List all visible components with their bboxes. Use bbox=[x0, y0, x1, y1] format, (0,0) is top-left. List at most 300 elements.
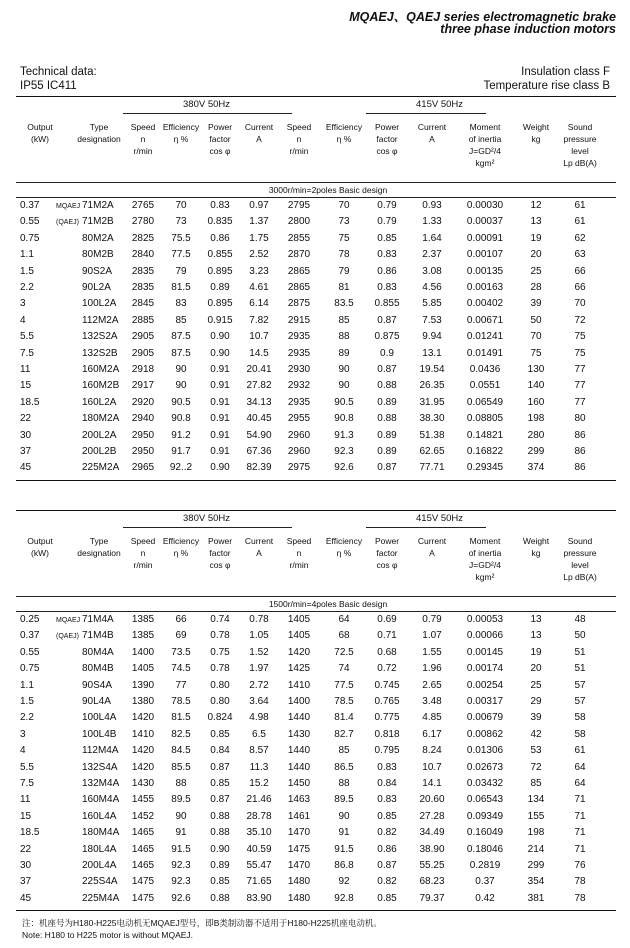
table-cell: 0.91 bbox=[210, 429, 230, 441]
table-cell: 0.87 bbox=[377, 364, 397, 375]
table-cell: 0.00066 bbox=[466, 630, 504, 642]
table-cell: 21.46 bbox=[246, 794, 272, 806]
table-cell: 2865 bbox=[287, 282, 311, 293]
table-cell: 299 bbox=[527, 860, 545, 871]
table-cell: 0.855 bbox=[207, 249, 233, 261]
table-cell: 0.85 bbox=[377, 892, 397, 904]
column-header-line: cos φ bbox=[209, 560, 231, 570]
type-designation-cell: 160M2A bbox=[82, 364, 120, 375]
table-cell: 68.23 bbox=[419, 876, 445, 888]
table-cell: 91.7 bbox=[171, 446, 191, 457]
table-cell: 92 bbox=[338, 876, 350, 888]
column-header-line: η % bbox=[336, 548, 352, 558]
table-cell: 80 bbox=[574, 413, 586, 425]
table-cell: 2800 bbox=[287, 216, 311, 228]
table-cell: 0.06543 bbox=[466, 794, 504, 806]
table-cell: 155 bbox=[527, 810, 545, 822]
table-cell: 10.7 bbox=[249, 331, 269, 343]
column-header-line: cos φ bbox=[376, 146, 398, 156]
column-header-line: r/min bbox=[133, 146, 153, 156]
table-cell: 25 bbox=[530, 265, 542, 277]
table-cell: 2965 bbox=[131, 462, 155, 474]
table-cell: 0.29345 bbox=[466, 462, 504, 474]
table-cell: 19 bbox=[530, 232, 542, 244]
table-cell: 83.5 bbox=[334, 298, 354, 310]
table-cell: 0.00254 bbox=[466, 679, 504, 691]
header-bottom-rule bbox=[16, 596, 616, 597]
table-cell: 0.09349 bbox=[466, 810, 504, 822]
table-cell: 0.00053 bbox=[466, 614, 504, 625]
table-cell: 90 bbox=[175, 810, 187, 822]
table-bottom-rule bbox=[16, 910, 616, 911]
table-cell: 39 bbox=[530, 298, 542, 310]
table-cell: 88 bbox=[338, 331, 350, 343]
table-cell: 0.91 bbox=[210, 396, 230, 408]
type-prefix: MQAEJ bbox=[56, 616, 81, 624]
table-cell: 0.89 bbox=[377, 429, 397, 441]
column-header-line: level bbox=[571, 560, 589, 570]
table-cell: 0.72 bbox=[377, 663, 397, 675]
column-header-line: Sound bbox=[567, 536, 593, 546]
type-designation-cell: 200L2B bbox=[82, 446, 117, 457]
type-designation-cell: 225S4A bbox=[82, 876, 118, 888]
table-cell: 81.4 bbox=[334, 712, 354, 724]
type-designation-cell: 90S4A bbox=[82, 679, 113, 691]
table-cell: 86 bbox=[574, 429, 586, 441]
table-cell: 0.91 bbox=[210, 380, 230, 392]
table-top-rule bbox=[16, 510, 616, 511]
column-header-line: level bbox=[571, 146, 589, 156]
table-cell: 74 bbox=[338, 663, 350, 675]
column-header-line: η % bbox=[173, 548, 189, 558]
table-cell: 2960 bbox=[287, 429, 311, 441]
table-cell: 61 bbox=[574, 745, 586, 757]
column-header-line: η % bbox=[173, 134, 189, 144]
table-cell: 85 bbox=[338, 314, 350, 326]
table-cell: 85.5 bbox=[171, 761, 191, 773]
table-cell: 2845 bbox=[131, 298, 155, 310]
column-header-line: Weight bbox=[522, 122, 550, 132]
table-cell: 75.5 bbox=[171, 232, 191, 244]
group-underline-380 bbox=[123, 527, 292, 528]
table-cell: 0.83 bbox=[210, 200, 230, 211]
table-cell: 0.80 bbox=[210, 696, 230, 707]
table-cell: 4.61 bbox=[249, 282, 269, 293]
table-cell: 38.90 bbox=[419, 843, 445, 855]
table-cell: 0.00145 bbox=[466, 646, 504, 658]
table-cell: 0.08805 bbox=[466, 413, 504, 425]
table-cell: 34.49 bbox=[419, 827, 445, 839]
column-header-line: Moment bbox=[469, 122, 501, 132]
table-cell: 1440 bbox=[287, 761, 311, 773]
header-bottom-rule bbox=[16, 182, 616, 183]
table-cell: 0.895 bbox=[207, 298, 233, 310]
table-cell: 64 bbox=[574, 761, 586, 773]
table-cell: 130 bbox=[527, 364, 545, 375]
voltage-group-415: 415V 50Hz bbox=[416, 99, 464, 110]
table-cell: 20.60 bbox=[419, 794, 445, 806]
table-cell: 2795 bbox=[287, 200, 311, 211]
table-cell: 1.37 bbox=[249, 216, 269, 228]
table-cell: 0.01306 bbox=[466, 745, 504, 757]
type-designation-cell: 112M4A bbox=[82, 745, 119, 757]
table-cell: 2935 bbox=[287, 396, 311, 408]
column-header-line: Current bbox=[417, 536, 447, 546]
table-cell: 4 bbox=[20, 314, 26, 326]
table-cell: 1470 bbox=[287, 827, 311, 839]
table-cell: 280 bbox=[527, 429, 545, 441]
table-cell: 82.39 bbox=[246, 462, 272, 474]
column-header-line: Efficiency bbox=[162, 122, 200, 132]
table-cell: 1440 bbox=[287, 745, 311, 757]
table-cell: 77.71 bbox=[419, 462, 445, 474]
table-cell: 9.94 bbox=[422, 331, 442, 343]
table-cell: 0.90 bbox=[210, 843, 230, 855]
table-cell: 58 bbox=[574, 728, 586, 740]
table-cell: 30 bbox=[20, 429, 32, 441]
table-cell: 1.33 bbox=[422, 216, 442, 228]
table-cell: 1440 bbox=[287, 712, 311, 724]
table-cell: 82.7 bbox=[334, 728, 354, 740]
table-cell: 0.00402 bbox=[466, 298, 504, 310]
table-cell: 0.55 bbox=[20, 646, 40, 658]
type-designation-cell: 80M4A bbox=[82, 646, 114, 658]
column-header-line: designation bbox=[77, 134, 121, 144]
table-cell: 77 bbox=[574, 380, 586, 392]
table-cell: 2960 bbox=[287, 446, 311, 457]
column-header-line: n bbox=[296, 548, 302, 558]
table-cell: 5.5 bbox=[20, 331, 34, 343]
table-cell: 140 bbox=[527, 380, 545, 392]
column-header-line: Power bbox=[207, 122, 233, 132]
table-cell: 11.3 bbox=[249, 761, 269, 773]
column-header-line: Output bbox=[27, 536, 53, 546]
group-underline-415 bbox=[366, 527, 486, 528]
column-header-line: J=GD²/4 bbox=[469, 146, 501, 156]
column-header-line: A bbox=[256, 134, 262, 144]
table-cell: 0.88 bbox=[210, 892, 230, 904]
table-cell: 0.18046 bbox=[466, 843, 504, 855]
table-cell: 90.8 bbox=[334, 413, 354, 425]
table-cell: 1390 bbox=[131, 679, 155, 691]
table-cell: 1461 bbox=[287, 810, 311, 822]
table-cell: 0.86 bbox=[377, 843, 397, 855]
table-cell: 1405 bbox=[287, 614, 311, 625]
table-cell: 0.97 bbox=[249, 200, 269, 211]
table-cell: 0.88 bbox=[210, 810, 230, 822]
table-cell: 0.87 bbox=[210, 794, 230, 806]
table-cell: 50 bbox=[530, 314, 542, 326]
table-cell: 1452 bbox=[131, 810, 155, 822]
type-designation-cell: 132S2A bbox=[82, 331, 118, 343]
table-cell: 2855 bbox=[287, 232, 311, 244]
table-cell: 45 bbox=[20, 892, 32, 904]
table-cell: 2765 bbox=[131, 200, 155, 211]
column-header-line: J=GD²/4 bbox=[469, 560, 501, 570]
table-cell: 13 bbox=[530, 614, 542, 625]
table-cell: 77 bbox=[175, 679, 187, 691]
table-cell: 8.57 bbox=[249, 745, 269, 757]
type-designation-cell: 132M4A bbox=[82, 778, 120, 789]
table-cell: 0.90 bbox=[210, 331, 230, 343]
column-header-line: A bbox=[429, 134, 435, 144]
column-header-line: r/min bbox=[133, 560, 153, 570]
technical-data-label: Technical data: bbox=[20, 66, 97, 78]
table-cell: 1380 bbox=[131, 696, 155, 707]
table-cell: 0.00107 bbox=[466, 249, 504, 261]
table-cell: 18.5 bbox=[20, 827, 40, 839]
column-header-line: r/min bbox=[289, 146, 309, 156]
table-cell: 0.87 bbox=[377, 462, 397, 474]
table-cell: 87.5 bbox=[171, 347, 191, 359]
table-cell: 86 bbox=[574, 462, 586, 474]
table-cell: 13.1 bbox=[422, 347, 442, 359]
table-cell: 354 bbox=[527, 876, 545, 888]
table-cell: 89.5 bbox=[334, 794, 354, 806]
table-cell: 64 bbox=[574, 778, 586, 789]
table-cell: 92.3 bbox=[171, 876, 191, 888]
table-cell: 0.00862 bbox=[466, 728, 504, 740]
table-cell: 20.41 bbox=[246, 364, 272, 375]
table-cell: 7.5 bbox=[20, 347, 34, 359]
group-underline-415 bbox=[366, 113, 486, 114]
table-cell: 5.5 bbox=[20, 761, 34, 773]
table-cell: 198 bbox=[527, 413, 545, 425]
table-top-rule bbox=[16, 96, 616, 97]
table-cell: 0.75 bbox=[20, 663, 40, 675]
table-cell: 0.82 bbox=[377, 827, 397, 839]
table-cell: 51 bbox=[574, 646, 586, 658]
table-cell: 0.83 bbox=[377, 282, 397, 293]
table-cell: 92.3 bbox=[171, 860, 191, 871]
table-cell: 0.0436 bbox=[469, 364, 501, 375]
table-cell: 0.89 bbox=[377, 446, 397, 457]
table-cell: 7.53 bbox=[422, 314, 442, 326]
type-designation-cell: 160L4A bbox=[82, 810, 117, 822]
table-cell: 2905 bbox=[131, 347, 155, 359]
table-cell: 62 bbox=[574, 232, 586, 244]
table-cell: 73.5 bbox=[171, 646, 191, 658]
table-cell: 1.07 bbox=[422, 630, 442, 642]
table-cell: 48 bbox=[574, 614, 586, 625]
table-cell: 0.824 bbox=[207, 712, 233, 724]
table-cell: 1470 bbox=[287, 860, 311, 871]
table-cell: 2950 bbox=[131, 429, 155, 441]
table-cell: 38.30 bbox=[419, 413, 445, 425]
table-cell: 2825 bbox=[131, 232, 155, 244]
table-cell: 3.48 bbox=[422, 696, 442, 707]
table-cell: 0.16049 bbox=[466, 827, 504, 839]
table-cell: 2.65 bbox=[422, 679, 442, 691]
table-cell: 2.2 bbox=[20, 712, 34, 724]
table-cell: 20 bbox=[530, 663, 542, 675]
table-cell: 87.5 bbox=[171, 331, 191, 343]
table-cell: 15 bbox=[20, 380, 32, 392]
type-designation-cell: 100L2A bbox=[82, 298, 117, 310]
table-cell: 0.83 bbox=[377, 761, 397, 773]
table-cell: 1475 bbox=[131, 892, 155, 904]
column-header-line: Speed bbox=[130, 536, 156, 546]
table-cell: 71 bbox=[574, 827, 586, 839]
table-cell: 14.1 bbox=[422, 778, 442, 789]
table-cell: 134 bbox=[527, 794, 545, 806]
table-cell: 30 bbox=[20, 860, 32, 871]
type-designation-cell: 71M2B bbox=[82, 216, 114, 228]
table-cell: 89 bbox=[338, 347, 350, 359]
insulation-class-label: Insulation class F bbox=[521, 66, 610, 78]
table-cell: 7.5 bbox=[20, 778, 34, 789]
table-cell: 1410 bbox=[287, 679, 311, 691]
table-cell: 91.5 bbox=[334, 843, 354, 855]
table-cell: 58 bbox=[574, 712, 586, 724]
table-cell: 0.71 bbox=[377, 630, 397, 642]
table-cell: 57 bbox=[574, 696, 586, 707]
table-cell: 15.2 bbox=[249, 778, 269, 789]
table-cell: 0.68 bbox=[377, 646, 397, 658]
design-label: 3000r/min=2poles Basic design bbox=[268, 185, 388, 195]
table-cell: 0.80 bbox=[210, 679, 230, 691]
table-cell: 90.5 bbox=[334, 396, 354, 408]
table-cell: 83 bbox=[175, 298, 187, 310]
table-cell: 198 bbox=[527, 827, 545, 839]
table-cell: 0.775 bbox=[374, 712, 400, 724]
table-cell: 75 bbox=[530, 347, 542, 359]
table-cell: 3.23 bbox=[249, 265, 269, 277]
table-cell: 86.8 bbox=[334, 860, 354, 871]
table-cell: 2932 bbox=[287, 380, 311, 392]
table-cell: 2918 bbox=[131, 364, 155, 375]
table-cell: 1450 bbox=[287, 778, 311, 789]
column-header-line: Lp dB(A) bbox=[563, 572, 597, 582]
table-cell: 91.5 bbox=[171, 843, 191, 855]
column-header-line: n bbox=[140, 548, 146, 558]
table-cell: 0.00091 bbox=[466, 232, 504, 244]
type-designation-cell: 71M2A bbox=[82, 200, 114, 211]
table-cell: 2935 bbox=[287, 331, 311, 343]
table-cell: 82.5 bbox=[171, 728, 191, 740]
type-designation-cell: 132S2B bbox=[82, 347, 118, 359]
table-cell: 0.90 bbox=[210, 347, 230, 359]
table-cell: 6.14 bbox=[249, 298, 269, 310]
table-cell: 0.78 bbox=[210, 630, 230, 642]
column-header-line: Current bbox=[244, 536, 274, 546]
table-cell: 40.45 bbox=[246, 413, 272, 425]
column-header-line: Weight bbox=[522, 536, 550, 546]
table-cell: 1385 bbox=[131, 614, 155, 625]
table-cell: 0.85 bbox=[377, 810, 397, 822]
table-cell: 79 bbox=[175, 265, 187, 277]
note-english: Note: H180 to H225 motor is without MQAEJ. bbox=[22, 930, 194, 940]
table-cell: 0.00135 bbox=[466, 265, 504, 277]
column-header-line: A bbox=[256, 548, 262, 558]
table-cell: 7.82 bbox=[249, 314, 269, 326]
table-cell: 0.835 bbox=[207, 216, 233, 228]
table-cell: 91 bbox=[338, 827, 350, 839]
table-cell: 1.1 bbox=[20, 249, 34, 261]
table-cell: 71 bbox=[574, 794, 586, 806]
table-cell: 1385 bbox=[131, 630, 155, 642]
column-header-line: pressure bbox=[563, 134, 597, 144]
table-cell: 89.5 bbox=[171, 794, 191, 806]
table-cell: 0.75 bbox=[20, 232, 40, 244]
table-cell: 91.3 bbox=[334, 429, 354, 441]
table-cell: 11 bbox=[20, 364, 31, 375]
table-cell: 37 bbox=[20, 446, 32, 457]
table-cell: 77 bbox=[574, 396, 586, 408]
table-cell: 19 bbox=[530, 646, 542, 658]
table-cell: 1.64 bbox=[422, 232, 442, 244]
table-cell: 1465 bbox=[131, 860, 155, 871]
type-designation-cell: 90L4A bbox=[82, 696, 111, 707]
table-cell: 73 bbox=[175, 216, 187, 228]
table-cell: 77 bbox=[574, 364, 586, 375]
table-cell: 1.96 bbox=[422, 663, 442, 675]
table-cell: 70 bbox=[338, 200, 350, 211]
table-cell: 70 bbox=[574, 298, 586, 310]
table-cell: 78.5 bbox=[334, 696, 354, 707]
column-header-line: Power bbox=[374, 536, 400, 546]
type-prefix: (QAEJ) bbox=[56, 218, 79, 226]
table-cell: 0.01241 bbox=[466, 331, 504, 343]
type-designation-cell: 71M4B bbox=[82, 630, 114, 642]
table-cell: 1.1 bbox=[20, 679, 34, 691]
table-cell: 1455 bbox=[131, 794, 155, 806]
voltage-group-380: 380V 50Hz bbox=[183, 513, 231, 524]
table-cell: 1475 bbox=[287, 843, 311, 855]
table-cell: 2905 bbox=[131, 331, 155, 343]
column-header-line: cos φ bbox=[376, 560, 398, 570]
table-cell: 61 bbox=[574, 216, 586, 228]
column-header-line: kgm² bbox=[475, 572, 495, 582]
column-header-line: (kW) bbox=[31, 134, 49, 144]
table-cell: 2940 bbox=[131, 413, 155, 425]
table-cell: 0.91 bbox=[210, 446, 230, 457]
table-cell: 6.5 bbox=[252, 728, 266, 740]
table-cell: 25 bbox=[530, 679, 542, 691]
type-designation-cell: 225M4A bbox=[82, 892, 120, 904]
table-cell: 13 bbox=[530, 216, 542, 228]
table-cell: 71 bbox=[574, 810, 586, 822]
table-cell: 63 bbox=[574, 249, 586, 261]
table-cell: 1420 bbox=[131, 761, 155, 773]
table-cell: 1405 bbox=[131, 663, 155, 675]
table-cell: 92.6 bbox=[334, 462, 354, 474]
table-cell: 6.17 bbox=[422, 728, 442, 740]
table-cell: 37 bbox=[20, 876, 32, 888]
table-cell: 0.9 bbox=[380, 347, 394, 359]
design-bottom-rule bbox=[16, 611, 616, 612]
type-prefix: MQAEJ bbox=[56, 202, 81, 210]
table-cell: 90 bbox=[175, 380, 187, 392]
table-cell: 1.52 bbox=[249, 646, 269, 658]
table-cell: 3 bbox=[20, 298, 26, 310]
table-cell: 1420 bbox=[287, 646, 311, 658]
table-cell: 84.5 bbox=[171, 745, 191, 757]
table-cell: 2875 bbox=[287, 298, 311, 310]
table-cell: 72.5 bbox=[334, 646, 354, 658]
table-cell: 92.3 bbox=[334, 446, 354, 457]
table-cell: 0.01491 bbox=[466, 347, 504, 359]
document-title: MQAEJ、QAEJ series electromagnetic brake bbox=[349, 10, 616, 24]
table-cell: 86 bbox=[574, 446, 586, 457]
note-chinese: 注：机座号为H180-H225电动机无MQAEJ型号，即B类制动器不适用于H180-H225机座电动机。 bbox=[22, 918, 382, 928]
table-cell: 381 bbox=[527, 892, 545, 904]
group-underline-380 bbox=[123, 113, 292, 114]
table-cell: 1425 bbox=[287, 663, 311, 675]
table-cell: 0.93 bbox=[422, 200, 442, 211]
table-cell: 0.00679 bbox=[466, 712, 504, 724]
table-cell: 160 bbox=[527, 396, 545, 408]
